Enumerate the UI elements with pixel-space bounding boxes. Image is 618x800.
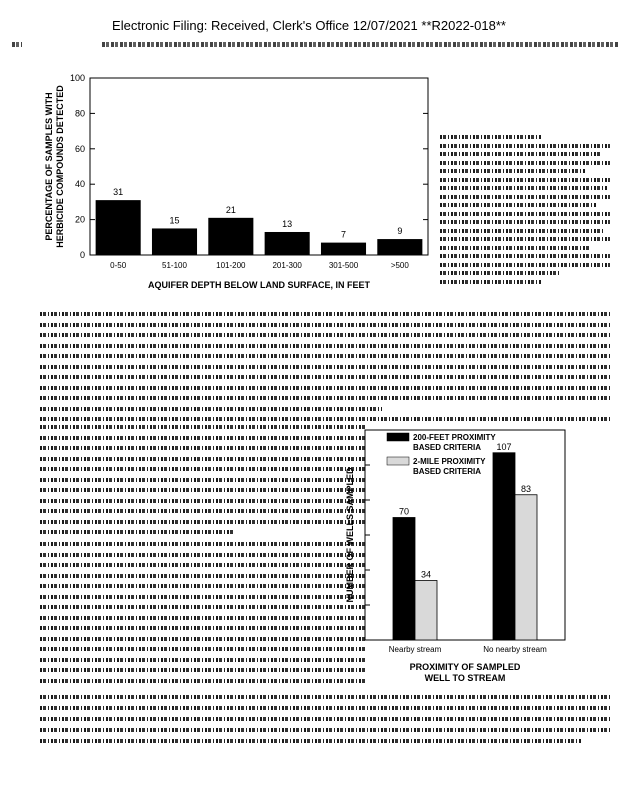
chart1-bar xyxy=(152,228,197,255)
chart1-bars xyxy=(96,200,423,255)
chart1-value-label: 15 xyxy=(169,215,180,226)
scanned-text-line xyxy=(40,488,365,492)
chart1-category-label: 51-100 xyxy=(162,261,187,270)
chart2-ylabel: NUMBER OF WELLS SAMPLED xyxy=(345,467,355,603)
chart1-bar xyxy=(208,218,253,255)
scanned-text-line xyxy=(40,425,365,429)
scanned-text-line xyxy=(440,212,610,216)
scanned-text-line xyxy=(440,254,610,258)
chart2-legend-label: 2-MILE PROXIMITY BASED CRITERIA xyxy=(413,457,486,476)
scanned-text-line xyxy=(40,344,610,348)
chart1-labels xyxy=(44,73,409,290)
scanned-text-line xyxy=(440,220,610,224)
scanned-text-line xyxy=(40,668,365,672)
scanned-text-line xyxy=(40,679,365,683)
scanned-text-line xyxy=(440,186,607,190)
chart1-ytick-label: 80 xyxy=(74,108,85,119)
chart1-bar xyxy=(96,200,141,255)
chart2-bar xyxy=(515,495,537,640)
scanned-text-line xyxy=(40,312,610,316)
scanned-text-line xyxy=(40,396,610,400)
chart1-value-label: 7 xyxy=(340,229,347,240)
chart2-xlabel: PROXIMITY OF SAMPLED xyxy=(409,662,521,672)
chart2-value-label: 107 xyxy=(496,441,512,452)
scanned-text-line xyxy=(40,695,610,699)
scanned-text-line xyxy=(40,626,365,630)
scanned-text-line xyxy=(440,229,605,233)
scanned-text-line xyxy=(40,717,610,721)
scanned-text-line xyxy=(440,203,596,207)
chart1-category-label: 301-500 xyxy=(328,261,359,270)
scanned-text-line xyxy=(440,135,542,139)
scanned-text-line xyxy=(40,323,610,327)
scanned-text-line xyxy=(40,616,365,620)
scanned-text-line xyxy=(40,375,610,379)
scanned-text-line xyxy=(440,195,610,199)
scanned-text-line xyxy=(40,354,610,358)
chart2-value-label: 34 xyxy=(420,569,432,580)
scanned-text-line xyxy=(440,237,610,241)
scanned-text-line xyxy=(40,499,365,503)
scanned-text-line xyxy=(440,144,610,148)
scanned-text-line xyxy=(40,478,365,482)
scanned-text-line xyxy=(40,386,610,390)
scanned-text-line xyxy=(440,263,610,267)
scanned-text-line xyxy=(40,457,365,461)
scanned-text-line xyxy=(40,728,610,732)
chart1-category-label: 201-300 xyxy=(272,261,302,270)
chart1-ytick-label: 60 xyxy=(74,143,85,154)
scanned-text-line xyxy=(40,563,365,567)
chart1-bar xyxy=(377,239,422,255)
scanned-text-line xyxy=(40,739,582,743)
scanned-text-line xyxy=(40,574,365,578)
scanned-text-line xyxy=(40,407,382,411)
scanned-text-line xyxy=(440,152,602,156)
chart1-ytick-label: 40 xyxy=(74,179,85,190)
scanned-text-line xyxy=(440,246,590,250)
scanned-text-line xyxy=(40,647,365,651)
chart1-xlabel: AQUIFER DEPTH BELOW LAND SURFACE, IN FEET xyxy=(147,280,371,290)
scanned-text-line xyxy=(40,637,365,641)
scanned-text-line xyxy=(40,706,610,710)
scanned-text-line xyxy=(440,178,610,182)
chart2-xlabel: WELL TO STREAM xyxy=(424,673,506,683)
chart2-bar xyxy=(493,453,515,640)
scanned-text-line xyxy=(40,553,365,557)
scanned-text-line xyxy=(440,271,559,275)
scanned-text-line xyxy=(40,417,610,421)
chart1-category-label: 0-50 xyxy=(110,261,127,270)
chart1-value-label: 21 xyxy=(225,204,236,215)
chart2-legend-swatch xyxy=(387,433,409,441)
scanned-text-line xyxy=(40,333,610,337)
chart1-category-label: 101-200 xyxy=(216,261,246,270)
scanned-text-line xyxy=(440,161,610,165)
scanned-text-line xyxy=(40,658,365,662)
chart2-legend-swatch xyxy=(387,457,409,465)
scanned-text-line xyxy=(40,520,365,524)
garbled-text-line xyxy=(12,42,618,49)
chart1-bar xyxy=(321,243,366,255)
chart2-bar xyxy=(393,518,415,641)
chart1-ylabel: HERBICIDE COMPOUNDS DETECTED xyxy=(55,85,65,248)
scanned-text-line xyxy=(40,595,365,599)
chart2-value-label: 70 xyxy=(398,506,410,517)
scanned-text-line xyxy=(40,365,610,369)
chart1-bar xyxy=(265,232,310,255)
aquifer-depth-bar-chart xyxy=(40,70,435,295)
chart1-ytick-label: 0 xyxy=(79,250,85,260)
scanned-text-line xyxy=(40,605,365,609)
body-paragraph-1 xyxy=(40,312,610,422)
chart1-ylabel: PERCENTAGE OF SAMPLES WITH xyxy=(44,92,54,241)
scanned-text-line xyxy=(40,467,365,471)
scanned-text-line xyxy=(40,530,235,534)
body-paragraph-2 xyxy=(40,425,365,540)
body-paragraph-4 xyxy=(40,695,610,750)
scanned-text-line xyxy=(40,446,365,450)
filing-stamp: Electronic Filing: Received, Clerk's Office 12/07/2021 **R2022-018** xyxy=(112,18,506,33)
side-text-block xyxy=(440,135,610,285)
scanned-text-line xyxy=(40,509,365,513)
chart2-value-label: 83 xyxy=(520,483,532,494)
chart1-ytick-label: 20 xyxy=(74,214,85,225)
scanned-text-line xyxy=(40,542,365,546)
body-paragraph-3 xyxy=(40,542,365,692)
scanned-text-line xyxy=(440,280,542,284)
scanned-text-line xyxy=(40,584,365,588)
stream-proximity-bar-chart xyxy=(320,425,610,690)
scanned-text-line xyxy=(440,169,585,173)
chart1-value-label: 13 xyxy=(282,218,293,229)
chart1-ytick-label: 100 xyxy=(69,73,85,83)
chart2-category-label: Nearby stream xyxy=(388,645,442,654)
scanned-text-line xyxy=(40,436,365,440)
chart2-bar xyxy=(415,581,437,641)
chart1-value-label: 31 xyxy=(113,187,124,198)
chart2-category-label: No nearby stream xyxy=(483,645,547,654)
chart2-legend-label: 200-FEET PROXIMITY BASED CRITERIA xyxy=(413,433,496,452)
chart1-value-label: 9 xyxy=(397,226,403,237)
chart1-category-label: >500 xyxy=(390,261,409,270)
